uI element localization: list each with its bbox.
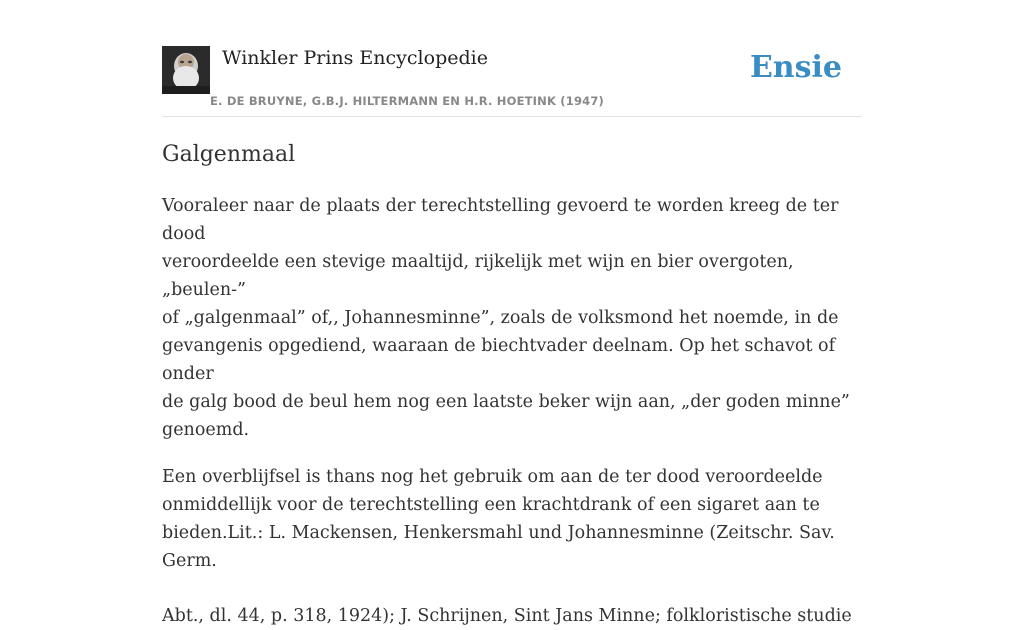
author-avatar bbox=[162, 46, 210, 94]
article-title: Galgenmaal bbox=[162, 142, 296, 167]
article-paragraph: Een overblijfsel is thans nog het gebruik om aan de ter dood veroordeelde onmiddellijk voor de terechtstelling een krachtdrank of een sigaret aan te bieden.Lit.: L. Mackensen, Henkersmahl und Johannesminne (Zeitschr. Sav. Germ. bbox=[162, 467, 835, 571]
site-title[interactable]: Winkler Prins Encyclopedie bbox=[222, 47, 488, 69]
site-header bbox=[162, 46, 862, 117]
byline: E. DE BRUYNE, G.B.J. HILTERMANN EN H.R. HOETINK (1947) bbox=[210, 94, 605, 108]
brand-logo[interactable]: Ensie bbox=[749, 50, 842, 85]
article-paragraph: Vooraleer naar de plaats der terechtstelling gevoerd te worden kreeg de ter dood veroordeelde een stevige maaltijd, rijkelijk met wijn en bier overgoten, „beulen-” of „galgenmaal” of,, Johannesminne”, zoals de volksmond het noemde, in de gevangenis opgediend, waaraan de biechtvader deelnam. Op het schavot of onder de galg bood de beul hem nog een laatste beker wijn aan, „der goden minne” genoemd. bbox=[162, 196, 850, 440]
portrait-icon bbox=[162, 46, 210, 94]
article-paragraph: Abt., dl. 44, p. 318, 1924); J. Schrijnen, Sint Jans Minne; folkloristische studie bbox=[162, 606, 852, 626]
article bbox=[162, 140, 862, 630]
